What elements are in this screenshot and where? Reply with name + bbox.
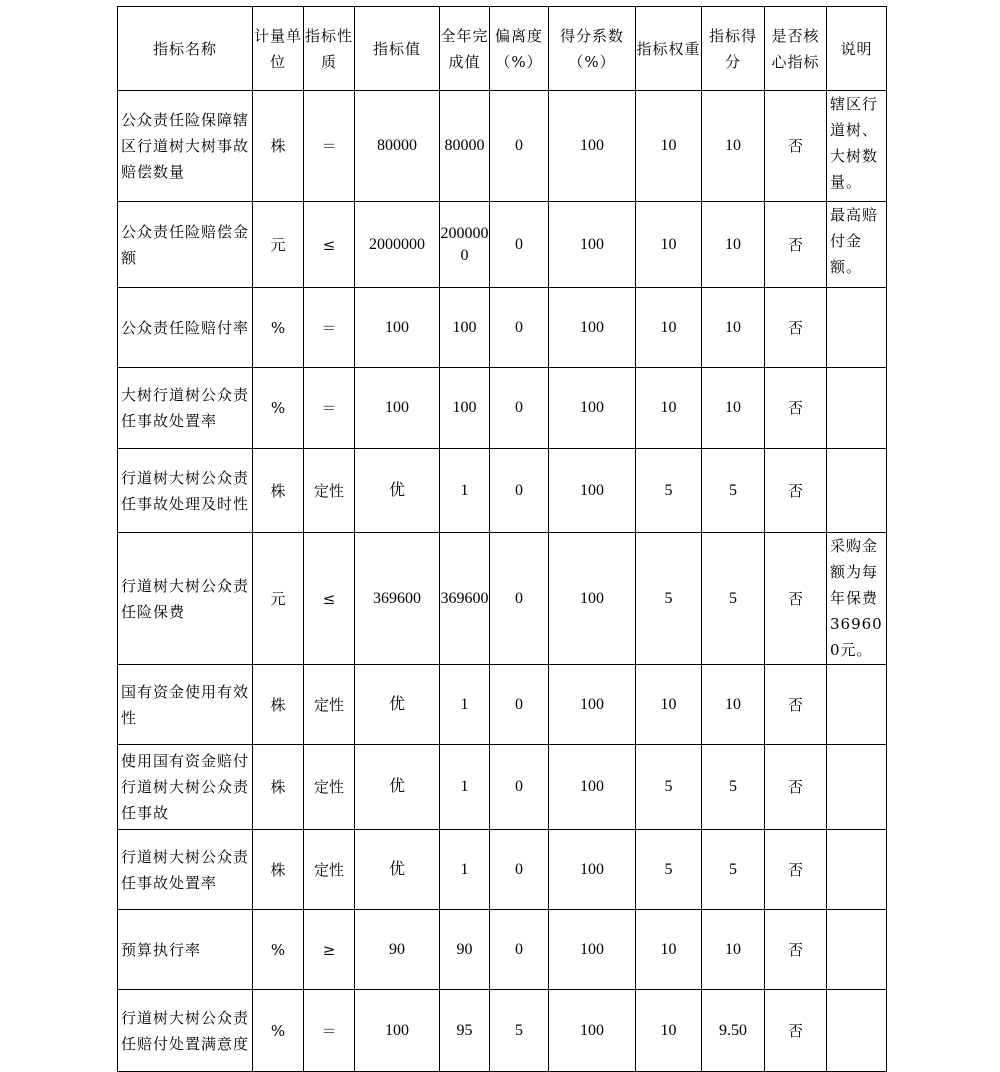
cell-actual-value: 90 <box>440 910 490 990</box>
cell-target-value: 100 <box>355 990 440 1072</box>
cell-actual-value: 1 <box>440 830 490 910</box>
cell-target-value: 100 <box>355 368 440 449</box>
table-row <box>118 533 887 665</box>
cell-unit: 株 <box>253 745 304 830</box>
cell-weight: 10 <box>636 91 702 202</box>
cell-note <box>827 910 887 990</box>
cell-deviation: 0 <box>490 368 549 449</box>
cell-target-value: 优 <box>355 745 440 830</box>
table-row <box>118 368 887 449</box>
cell-actual-value: 100 <box>440 288 490 368</box>
table-row <box>118 91 887 202</box>
cell-nature: ＝ <box>304 91 355 202</box>
cell-core-indicator: 否 <box>765 745 827 830</box>
cell-score: 10 <box>702 288 765 368</box>
cell-note: 采购金额为每年保费369600元。 <box>827 533 887 665</box>
cell-weight: 5 <box>636 533 702 665</box>
cell-deviation: 0 <box>490 910 549 990</box>
cell-actual-value: 95 <box>440 990 490 1072</box>
cell-score: 5 <box>702 745 765 830</box>
cell-score-coefficient: 100 <box>549 665 636 745</box>
cell-score-coefficient: 100 <box>549 533 636 665</box>
header-score: 指标得分 <box>702 7 765 91</box>
cell-score-coefficient: 100 <box>549 91 636 202</box>
cell-deviation: 0 <box>490 288 549 368</box>
cell-indicator-name: 公众责任险赔偿金额 <box>118 202 253 288</box>
cell-actual-value: 100 <box>440 368 490 449</box>
cell-target-value: 优 <box>355 449 440 533</box>
cell-target-value: 369600 <box>355 533 440 665</box>
cell-indicator-name: 国有资金使用有效性 <box>118 665 253 745</box>
cell-weight: 5 <box>636 449 702 533</box>
cell-actual-value: 2000000 <box>440 202 490 288</box>
cell-actual-value: 80000 <box>440 91 490 202</box>
cell-weight: 10 <box>636 665 702 745</box>
cell-note: 最高赔付金额。 <box>827 202 887 288</box>
cell-nature: ≤ <box>304 533 355 665</box>
cell-nature: ＝ <box>304 368 355 449</box>
cell-weight: 10 <box>636 288 702 368</box>
cell-score-coefficient: 100 <box>549 990 636 1072</box>
cell-score-coefficient: 100 <box>549 745 636 830</box>
header-target: 指标值 <box>355 7 440 91</box>
cell-deviation: 0 <box>490 830 549 910</box>
cell-indicator-name: 大树行道树公众责任事故处置率 <box>118 368 253 449</box>
cell-score-coefficient: 100 <box>549 830 636 910</box>
cell-weight: 10 <box>636 910 702 990</box>
cell-unit: % <box>253 288 304 368</box>
cell-indicator-name: 公众责任险保障辖区行道树大树事故赔偿数量 <box>118 91 253 202</box>
cell-core-indicator: 否 <box>765 91 827 202</box>
cell-core-indicator: 否 <box>765 533 827 665</box>
cell-core-indicator: 否 <box>765 288 827 368</box>
cell-score: 5 <box>702 830 765 910</box>
cell-target-value: 2000000 <box>355 202 440 288</box>
table-row <box>118 830 887 910</box>
cell-note <box>827 830 887 910</box>
cell-core-indicator: 否 <box>765 990 827 1072</box>
header-weight: 指标权重 <box>636 7 702 91</box>
table-row <box>118 745 887 830</box>
cell-score: 10 <box>702 91 765 202</box>
cell-score-coefficient: 100 <box>549 288 636 368</box>
cell-deviation: 5 <box>490 990 549 1072</box>
cell-nature: ≥ <box>304 910 355 990</box>
cell-unit: 元 <box>253 533 304 665</box>
header-indicator-name: 指标名称 <box>118 7 253 91</box>
cell-note <box>827 449 887 533</box>
cell-actual-value: 369600 <box>440 533 490 665</box>
cell-target-value: 优 <box>355 665 440 745</box>
cell-target-value: 100 <box>355 288 440 368</box>
cell-score: 5 <box>702 533 765 665</box>
cell-core-indicator: 否 <box>765 368 827 449</box>
table-row <box>118 202 887 288</box>
header-row <box>118 7 887 91</box>
cell-target-value: 优 <box>355 830 440 910</box>
cell-indicator-name: 公众责任险赔付率 <box>118 288 253 368</box>
indicator-table <box>117 6 887 1072</box>
cell-indicator-name: 行道树大树公众责任赔付处置满意度 <box>118 990 253 1072</box>
cell-target-value: 90 <box>355 910 440 990</box>
cell-score: 9.50 <box>702 990 765 1072</box>
cell-score: 10 <box>702 665 765 745</box>
header-note: 说明 <box>827 7 887 91</box>
table-row <box>118 288 887 368</box>
cell-indicator-name: 行道树大树公众责任险保费 <box>118 533 253 665</box>
cell-indicator-name: 行道树大树公众责任事故处理及时性 <box>118 449 253 533</box>
cell-weight: 10 <box>636 202 702 288</box>
cell-score-coefficient: 100 <box>549 449 636 533</box>
cell-deviation: 0 <box>490 745 549 830</box>
cell-note <box>827 368 887 449</box>
cell-core-indicator: 否 <box>765 910 827 990</box>
cell-deviation: 0 <box>490 91 549 202</box>
header-actual: 全年完成值 <box>440 7 490 91</box>
header-core: 是否核心指标 <box>765 7 827 91</box>
cell-weight: 5 <box>636 745 702 830</box>
cell-core-indicator: 否 <box>765 665 827 745</box>
cell-core-indicator: 否 <box>765 202 827 288</box>
cell-nature: ≤ <box>304 202 355 288</box>
cell-score-coefficient: 100 <box>549 910 636 990</box>
cell-score: 10 <box>702 910 765 990</box>
cell-unit: 元 <box>253 202 304 288</box>
cell-target-value: 80000 <box>355 91 440 202</box>
cell-indicator-name: 预算执行率 <box>118 910 253 990</box>
cell-score-coefficient: 100 <box>549 368 636 449</box>
cell-actual-value: 1 <box>440 745 490 830</box>
cell-actual-value: 1 <box>440 449 490 533</box>
header-deviation: 偏离度（%） <box>490 7 549 91</box>
header-unit: 计量单位 <box>253 7 304 91</box>
cell-unit: 株 <box>253 449 304 533</box>
cell-weight: 10 <box>636 368 702 449</box>
cell-unit: % <box>253 910 304 990</box>
cell-unit: 株 <box>253 91 304 202</box>
table-row <box>118 910 887 990</box>
cell-deviation: 0 <box>490 533 549 665</box>
cell-score: 10 <box>702 202 765 288</box>
cell-deviation: 0 <box>490 202 549 288</box>
cell-score: 10 <box>702 368 765 449</box>
cell-nature: 定性 <box>304 665 355 745</box>
cell-note <box>827 288 887 368</box>
table-row <box>118 665 887 745</box>
cell-note <box>827 745 887 830</box>
cell-actual-value: 1 <box>440 665 490 745</box>
table-row <box>118 449 887 533</box>
cell-deviation: 0 <box>490 449 549 533</box>
cell-score: 5 <box>702 449 765 533</box>
header-coefficient: 得分系数（%） <box>549 7 636 91</box>
cell-note <box>827 990 887 1072</box>
cell-note: 辖区行道树、大树数量。 <box>827 91 887 202</box>
header-nature: 指标性质 <box>304 7 355 91</box>
cell-unit: 株 <box>253 830 304 910</box>
cell-nature: ＝ <box>304 288 355 368</box>
cell-unit: 株 <box>253 665 304 745</box>
cell-core-indicator: 否 <box>765 449 827 533</box>
cell-indicator-name: 行道树大树公众责任事故处置率 <box>118 830 253 910</box>
cell-core-indicator: 否 <box>765 830 827 910</box>
cell-nature: 定性 <box>304 449 355 533</box>
cell-weight: 10 <box>636 990 702 1072</box>
cell-indicator-name: 使用国有资金赔付行道树大树公众责任事故 <box>118 745 253 830</box>
cell-nature: 定性 <box>304 830 355 910</box>
cell-unit: % <box>253 990 304 1072</box>
cell-nature: ＝ <box>304 990 355 1072</box>
cell-note <box>827 665 887 745</box>
table-row <box>118 990 887 1072</box>
cell-nature: 定性 <box>304 745 355 830</box>
cell-weight: 5 <box>636 830 702 910</box>
cell-unit: % <box>253 368 304 449</box>
cell-score-coefficient: 100 <box>549 202 636 288</box>
cell-deviation: 0 <box>490 665 549 745</box>
